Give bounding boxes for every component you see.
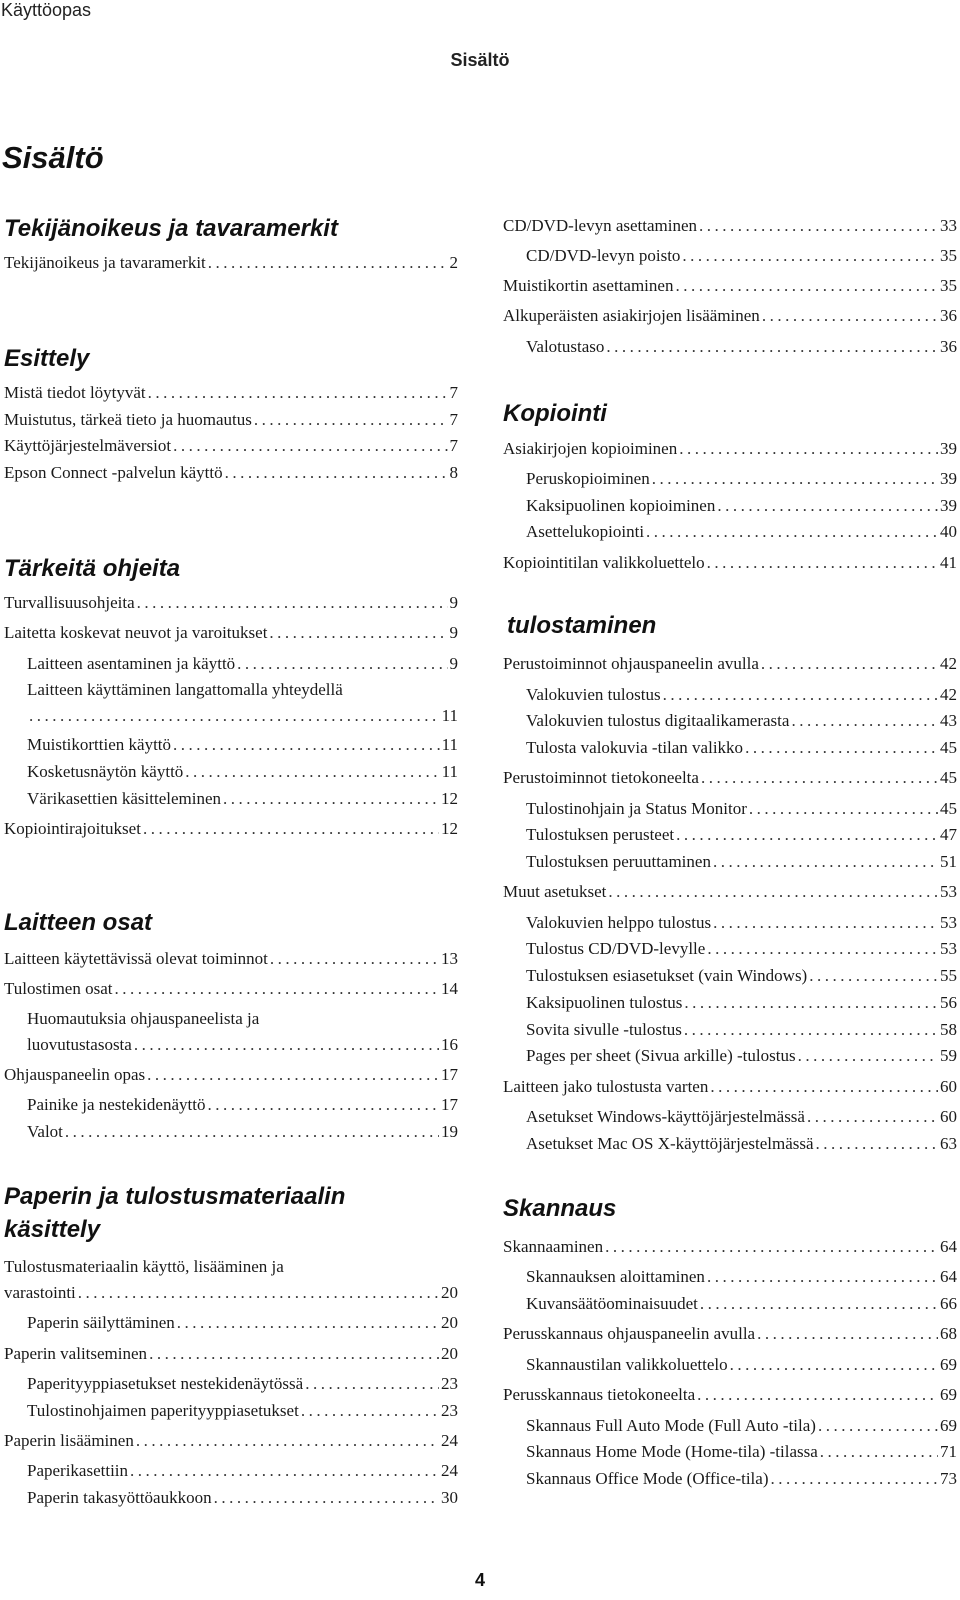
toc-entry-title: Tekijänoikeus ja tavaramerkit	[4, 253, 206, 272]
toc-page-number: 14	[441, 979, 458, 998]
toc-entry[interactable]	[4, 407, 458, 433]
toc-entry-title: Tulostuksen perusteet	[526, 825, 675, 844]
leader-dots	[684, 1017, 938, 1043]
toc-page-number: 42	[940, 654, 957, 673]
leader-dots	[707, 1264, 938, 1290]
toc-page-number: 64	[940, 1237, 957, 1256]
toc-entry-title: Laitteen jako tulostusta varten	[503, 1077, 709, 1096]
toc-entry-title: Skannauksen aloittaminen	[526, 1267, 705, 1286]
toc-entry-title: Ohjauspaneelin opas	[4, 1065, 146, 1084]
toc-entry-title-continued: varastointi	[4, 1283, 76, 1302]
toc-page-number: 35	[940, 276, 957, 295]
toc-entry[interactable]	[526, 682, 957, 708]
toc-entry-title: Kopiointirajoitukset	[4, 819, 141, 838]
toc-entry[interactable]	[503, 273, 957, 299]
toc-entry[interactable]	[4, 1254, 458, 1306]
toc-entry-title: Laitteen käytettävissä olevat toiminnot	[4, 949, 268, 968]
toc-page-number: 56	[940, 993, 957, 1012]
toc-entry-title: Mistä tiedot löytyvät	[4, 383, 146, 402]
leader-dots	[684, 990, 938, 1016]
toc-page-number: 39	[940, 469, 957, 488]
toc-page-number: 63	[940, 1134, 957, 1153]
toc-page-number: 7	[449, 383, 458, 402]
leader-dots	[679, 436, 938, 462]
toc-entry[interactable]	[526, 910, 957, 936]
leader-dots	[78, 1280, 439, 1306]
toc-entry-title: Tulostinohjain ja Status Monitor	[526, 799, 747, 818]
leader-dots	[809, 963, 938, 989]
section-heading: Skannaus	[503, 1195, 617, 1222]
section-heading: tulostaminen	[507, 612, 657, 639]
leader-dots	[745, 735, 938, 761]
toc-entry-title: Painike ja nestekidenäyttö	[27, 1095, 206, 1114]
toc-entry[interactable]	[526, 936, 957, 962]
leader-dots	[701, 765, 938, 791]
toc-entry-title: Kaksipuolinen tulostus	[526, 993, 683, 1012]
page-title: Sisältö	[2, 140, 104, 175]
toc-entry-title: Paperin säilyttäminen	[27, 1313, 175, 1332]
toc-page-number: 17	[441, 1095, 458, 1114]
toc-page-number: 33	[940, 216, 957, 235]
leader-dots	[816, 1131, 938, 1157]
leader-dots	[710, 1074, 938, 1100]
section-heading: Kopiointi	[503, 400, 607, 427]
toc-entry-title: Asetukset Mac OS X-käyttöjärjestelmässä	[526, 1134, 814, 1153]
toc-entry[interactable]	[27, 1458, 458, 1484]
toc-entry[interactable]	[503, 550, 957, 576]
toc-page-number: 20	[441, 1313, 458, 1332]
toc-entry[interactable]	[526, 1043, 957, 1069]
leader-dots	[137, 590, 448, 616]
toc-page-number: 9	[449, 623, 458, 642]
toc-page-number: 9	[449, 654, 458, 673]
toc-page-number: 53	[940, 882, 957, 901]
leader-dots	[147, 1062, 439, 1088]
leader-dots	[606, 334, 938, 360]
toc-entry[interactable]	[503, 765, 957, 791]
leader-dots	[608, 879, 938, 905]
page-number: 4	[474, 1570, 485, 1590]
leader-dots	[185, 759, 439, 785]
toc-entry[interactable]	[27, 732, 458, 758]
toc-page-number: 39	[940, 496, 957, 515]
toc-page-number: 51	[940, 852, 957, 871]
toc-entry[interactable]	[27, 1119, 458, 1145]
leader-dots	[134, 1032, 439, 1058]
leader-dots	[177, 1310, 439, 1336]
toc-entry-title: Perusskannaus ohjauspaneelin avulla	[503, 1324, 756, 1343]
toc-entry[interactable]	[4, 620, 458, 646]
leader-dots	[143, 816, 439, 842]
leader-dots	[798, 1043, 938, 1069]
toc-entry[interactable]	[503, 1321, 957, 1347]
leader-dots	[173, 732, 440, 758]
toc-entry[interactable]	[503, 1074, 957, 1100]
toc-entry-title: Paperityyppiasetukset nestekidenäytössä	[27, 1374, 304, 1393]
toc-page-number: 39	[940, 439, 957, 458]
toc-entry-title: Sovita sivulle -tulostus	[526, 1020, 682, 1039]
toc-entry[interactable]	[526, 1264, 957, 1290]
toc-entry-title-continued: luovutustasosta	[27, 1035, 132, 1054]
leader-dots	[207, 1092, 439, 1118]
toc-entry-title: Skannaustilan valikkoluettelo	[526, 1355, 728, 1374]
leader-dots	[149, 1341, 439, 1367]
toc-page-number: 24	[441, 1431, 458, 1450]
toc-page-number: 24	[441, 1461, 458, 1480]
leader-dots	[717, 493, 938, 519]
leader-dots	[225, 460, 448, 486]
toc-entry[interactable]	[503, 879, 957, 905]
toc-entry-title: Käyttöjärjestelmäversiot	[4, 436, 172, 455]
toc-page-number: 12	[441, 789, 458, 808]
section-heading: Esittely	[4, 345, 90, 372]
toc-page-number: 55	[940, 966, 957, 985]
toc-page-number: 8	[449, 463, 458, 482]
toc-entry-title: Tulosta valokuvia -tilan valikko	[526, 738, 744, 757]
toc-entry[interactable]	[526, 334, 957, 360]
toc-entry[interactable]	[503, 651, 957, 677]
toc-page-number: 12	[441, 819, 458, 838]
leader-dots	[749, 796, 938, 822]
toc-page-number: 2	[449, 253, 458, 272]
toc-entry-title: Kosketusnäytön käyttö	[27, 762, 184, 781]
toc-entry-title: Paperin valitseminen	[4, 1344, 148, 1363]
leader-dots	[223, 786, 439, 812]
leader-dots	[682, 243, 938, 269]
toc-entry[interactable]	[503, 1234, 957, 1260]
running-header-title: Käyttöopas	[1, 0, 92, 20]
leader-dots	[700, 1291, 938, 1317]
leader-dots	[652, 466, 938, 492]
toc-entry-title: Perusskannaus tietokoneelta	[503, 1385, 696, 1404]
leader-dots	[130, 1458, 439, 1484]
toc-entry[interactable]	[526, 963, 957, 989]
leader-dots	[791, 708, 938, 734]
toc-entry[interactable]	[526, 1017, 957, 1043]
leader-dots	[713, 910, 938, 936]
toc-entry-title: Valotustaso	[526, 337, 605, 356]
toc-entry-title: Asetukset Windows-käyttöjärjestelmässä	[526, 1107, 805, 1126]
toc-entry-title: Valot	[27, 1122, 63, 1141]
toc-entry[interactable]	[526, 1352, 957, 1378]
leader-dots	[713, 849, 938, 875]
toc-entry[interactable]	[4, 460, 458, 486]
toc-entry-title: Valokuvien tulostus	[526, 685, 661, 704]
toc-page-number: 41	[940, 553, 957, 572]
toc-page-number: 73	[940, 1469, 957, 1488]
leader-dots	[605, 1234, 938, 1260]
toc-entry-title: Huomautuksia ohjauspaneelista ja	[27, 1009, 260, 1028]
leader-dots	[136, 1428, 439, 1454]
leader-dots	[676, 822, 938, 848]
section-heading: Tärkeitä ohjeita	[4, 555, 181, 582]
toc-entry[interactable]	[4, 433, 458, 459]
toc-page-number: 69	[940, 1385, 957, 1404]
toc-entry[interactable]	[27, 1485, 458, 1511]
toc-page-number: 58	[940, 1020, 957, 1039]
leader-dots	[214, 1485, 439, 1511]
toc-entry[interactable]	[503, 213, 957, 239]
toc-entry[interactable]	[526, 849, 957, 875]
toc-page-number: 47	[940, 825, 957, 844]
toc-entry-title: Laitteen asentaminen ja käyttö	[27, 654, 236, 673]
toc-entry[interactable]	[526, 990, 957, 1016]
toc-entry[interactable]	[526, 1439, 957, 1465]
leader-dots	[757, 1321, 938, 1347]
toc-entry-title: Tulostuksen peruuttaminen	[526, 852, 711, 871]
leader-dots	[301, 1398, 439, 1424]
toc-page-number: 9	[449, 593, 458, 612]
section-heading: Laitteen osat	[4, 909, 153, 936]
toc-entry[interactable]	[526, 1466, 957, 1492]
toc-entry-title: Kuvansäätöominaisuudet	[526, 1294, 698, 1313]
toc-entry[interactable]	[27, 677, 458, 729]
toc-page-number: 53	[940, 939, 957, 958]
toc-page-number: 45	[940, 738, 957, 757]
leader-dots	[646, 519, 938, 545]
toc-entry-title: Laitteen käyttäminen langattomalla yhteydellä	[27, 680, 343, 699]
toc-page-number: 45	[940, 768, 957, 787]
toc-entry-title: CD/DVD-levyn poisto	[526, 246, 681, 265]
leader-dots	[675, 273, 938, 299]
toc-entry-title: Skannaus Full Auto Mode (Full Auto -tila)	[526, 1416, 816, 1435]
leader-dots	[269, 620, 447, 646]
toc-page-number: 71	[940, 1442, 957, 1461]
leader-dots	[305, 1371, 439, 1397]
toc-entry[interactable]	[27, 1092, 458, 1118]
leader-dots	[114, 976, 439, 1002]
toc-entry-title: Tulostinohjaimen paperityyppiasetukset	[27, 1401, 299, 1420]
toc-page-number: 53	[940, 913, 957, 932]
toc-entry-title: Perustoiminnot ohjauspaneelin avulla	[503, 654, 759, 673]
toc-entry-title: Kopiointitilan valikkoluettelo	[503, 553, 705, 572]
leader-dots	[208, 250, 448, 276]
toc-page-number: 7	[449, 410, 458, 429]
toc-page-number: 11	[441, 735, 458, 754]
toc-entry[interactable]	[526, 466, 957, 492]
toc-page-number: 7	[449, 436, 458, 455]
toc-page-number: 36	[940, 337, 957, 356]
leader-dots	[820, 1439, 938, 1465]
toc-entry[interactable]	[4, 816, 458, 842]
toc-page-number: 43	[940, 711, 957, 730]
toc-entry[interactable]	[526, 243, 957, 269]
toc-entry-title: Muut asetukset	[503, 882, 607, 901]
toc-entry[interactable]	[27, 1371, 458, 1397]
running-header-section: Sisältö	[450, 50, 510, 70]
leader-dots	[148, 380, 448, 406]
toc-page-number: 19	[441, 1122, 458, 1141]
toc-entry[interactable]	[4, 976, 458, 1002]
toc-entry-title: Asiakirjojen kopioiminen	[503, 439, 678, 458]
toc-entry[interactable]	[526, 493, 957, 519]
leader-dots	[65, 1119, 439, 1145]
toc-entry-title: Valokuvien helppo tulostus	[526, 913, 712, 932]
leader-dots	[270, 946, 439, 972]
section-heading-continued: käsittely	[4, 1216, 101, 1243]
toc-entry[interactable]	[27, 1310, 458, 1336]
toc-entry-title: Värikasettien käsitteleminen	[27, 789, 222, 808]
section-heading: Tekijänoikeus ja tavaramerkit	[4, 215, 338, 242]
leader-dots	[699, 213, 938, 239]
toc-page-number: 30	[441, 1488, 458, 1507]
toc-entry-title: Alkuperäisten asiakirjojen lisääminen	[503, 306, 760, 325]
toc-page-number: 68	[940, 1324, 957, 1343]
leader-dots	[707, 936, 938, 962]
toc-entry[interactable]	[526, 1131, 957, 1157]
toc-entry-title: Peruskopioiminen	[526, 469, 650, 488]
toc-entry-title: Paperin takasyöttöaukkoon	[27, 1488, 212, 1507]
toc-entry[interactable]	[526, 735, 957, 761]
toc-page-number: 59	[940, 1046, 957, 1065]
leader-dots	[237, 651, 447, 677]
toc-entry-title: Tulostus CD/DVD-levylle	[526, 939, 706, 958]
toc-entry[interactable]	[27, 1398, 458, 1424]
toc-page-number: 60	[940, 1077, 957, 1096]
toc-page-number: 11	[441, 762, 458, 781]
toc-entry[interactable]	[526, 708, 957, 734]
toc-entry[interactable]	[526, 519, 957, 545]
leader-dots	[807, 1104, 938, 1130]
toc-entry-title: Tulostimen osat	[4, 979, 113, 998]
toc-page-number: 69	[940, 1416, 957, 1435]
toc-entry[interactable]	[526, 1291, 957, 1317]
leader-dots	[663, 682, 938, 708]
toc-entry[interactable]	[27, 1006, 458, 1058]
toc-entry[interactable]	[27, 651, 458, 677]
toc-entry-title: Asettelukopiointi	[526, 522, 645, 541]
toc-entry-title: Tulostuksen esiasetukset (vain Windows)	[526, 966, 808, 985]
toc-entry-title: Skannaus Home Mode (Home-tila) -tilassa	[526, 1442, 818, 1461]
toc-page-number: 23	[441, 1401, 458, 1420]
toc-entry-title: Paperikasettiin	[27, 1461, 129, 1480]
leader-dots	[818, 1413, 938, 1439]
toc-entry[interactable]	[4, 1428, 458, 1454]
toc-entry-title: Muistikortin asettaminen	[503, 276, 674, 295]
toc-entry-title: Turvallisuusohjeita	[4, 593, 135, 612]
toc-entry-title: Pages per sheet (Sivua arkille) -tulostus	[526, 1046, 796, 1065]
toc-page-number: 60	[940, 1107, 957, 1126]
toc-entry-title: Valokuvien tulostus digitaalikamerasta	[526, 711, 790, 730]
toc-entry[interactable]	[526, 796, 957, 822]
toc-entry[interactable]	[4, 590, 458, 616]
toc-page-number: 45	[940, 799, 957, 818]
toc-page-number: 11	[441, 706, 458, 725]
toc-page-number: 42	[940, 685, 957, 704]
toc-entry-title: Perustoiminnot tietokoneelta	[503, 768, 699, 787]
toc-entry-title: Epson Connect -palvelun käyttö	[4, 463, 223, 482]
toc-entry[interactable]	[526, 1104, 957, 1130]
toc-entry-title: Tulostusmateriaalin käyttö, lisääminen ja	[4, 1257, 284, 1276]
leader-dots	[761, 651, 938, 677]
leader-dots	[29, 703, 440, 729]
toc-entry[interactable]	[4, 1062, 458, 1088]
leader-dots	[730, 1352, 938, 1378]
toc-entry[interactable]	[4, 250, 458, 276]
toc-page-number: 40	[940, 522, 957, 541]
toc-page-number: 64	[940, 1267, 957, 1286]
toc-entry[interactable]	[526, 1413, 957, 1439]
toc-entry-title: CD/DVD-levyn asettaminen	[503, 216, 698, 235]
toc-entry-title: Skannaaminen	[503, 1237, 604, 1256]
toc-page-number: 69	[940, 1355, 957, 1374]
toc-page-number: 20	[441, 1344, 458, 1363]
toc-entry[interactable]	[27, 759, 458, 785]
toc-entry[interactable]	[503, 1382, 957, 1408]
leader-dots	[697, 1382, 938, 1408]
toc-entry[interactable]	[526, 822, 957, 848]
leader-dots	[770, 1466, 938, 1492]
leader-dots	[254, 407, 448, 433]
toc-page-number: 20	[441, 1283, 458, 1302]
toc-entry-title: Muistutus, tärkeä tieto ja huomautus	[4, 410, 252, 429]
toc-entry-title: Kaksipuolinen kopioiminen	[526, 496, 716, 515]
toc-entry-title: Skannaus Office Mode (Office-tila)	[526, 1469, 769, 1488]
toc-page-number: 17	[441, 1065, 458, 1084]
leader-dots	[762, 303, 938, 329]
toc-page-number: 23	[441, 1374, 458, 1393]
section-heading: Paperin ja tulostusmateriaalin	[4, 1183, 346, 1210]
toc-entry[interactable]	[4, 946, 458, 972]
toc-entry-title: Laitetta koskevat neuvot ja varoitukset	[4, 623, 268, 642]
toc-entry[interactable]	[4, 380, 458, 406]
toc-entry[interactable]	[4, 1341, 458, 1367]
toc-entry-title: Paperin lisääminen	[4, 1431, 134, 1450]
toc-entry-title: Muistikorttien käyttö	[27, 735, 172, 754]
toc-entry[interactable]	[27, 786, 458, 812]
toc-page-number: 66	[940, 1294, 957, 1313]
toc-page-number: 16	[441, 1035, 458, 1054]
toc-page-number: 13	[441, 949, 458, 968]
leader-dots	[173, 433, 447, 459]
toc-page-number: 35	[940, 246, 957, 265]
toc-page-number: 36	[940, 306, 957, 325]
toc-entry[interactable]	[503, 436, 957, 462]
toc-entry[interactable]	[503, 303, 957, 329]
leader-dots	[707, 550, 938, 576]
